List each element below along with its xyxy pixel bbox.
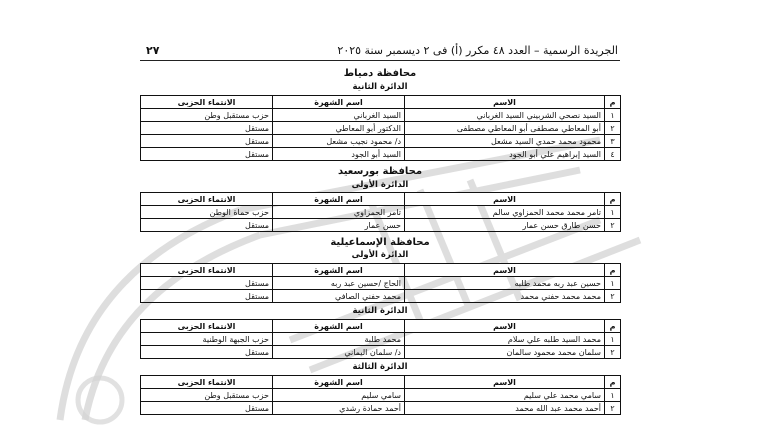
candidates-table	[140, 95, 621, 161]
table-header-row	[141, 96, 621, 109]
table-row	[141, 206, 621, 219]
candidate-name: حسين عبد ربه محمد طلبه	[405, 277, 605, 290]
candidate-party: مستقل	[141, 290, 273, 303]
col-header-fame: اسم الشهرة	[273, 376, 405, 389]
candidate-name: محمد محمد حفني محمد	[405, 290, 605, 303]
candidate-party: مستقل	[141, 135, 273, 148]
table-header-row	[141, 376, 621, 389]
governorate-title: محافظة بورسعيد	[337, 166, 423, 177]
col-header-num: م	[605, 96, 621, 109]
candidate-name: أبو المعاطي مصطفى أبو المعاطي مصطفى	[405, 122, 605, 135]
candidate-party: حزب الجبهة الوطنية	[141, 333, 273, 346]
circuit-title: الدائرة الثالثة	[352, 362, 408, 372]
col-header-party: الانتماء الحزبى	[141, 376, 273, 389]
candidate-fame-name: السيد الغرباني	[273, 109, 405, 122]
col-header-fame: اسم الشهرة	[273, 320, 405, 333]
candidate-fame-name: سامي سليم	[273, 389, 405, 402]
page-number: ٢٧	[146, 44, 160, 57]
table-row	[141, 109, 621, 122]
row-number: ١	[605, 109, 621, 122]
candidate-name: سامي محمد علي سليم	[405, 389, 605, 402]
col-header-name: الاسم	[405, 376, 605, 389]
candidate-party: حزب حماة الوطن	[141, 206, 273, 219]
candidate-party: مستقل	[141, 122, 273, 135]
page-header	[140, 42, 620, 61]
col-header-party: الانتماء الحزبى	[141, 320, 273, 333]
table-row	[141, 135, 621, 148]
col-header-num: م	[605, 376, 621, 389]
row-number: ٢	[605, 219, 621, 232]
candidate-fame-name: محمد طلبة	[273, 333, 405, 346]
row-number: ٣	[605, 135, 621, 148]
candidate-fame-name: الحاج /حسين عبد ربه	[273, 277, 405, 290]
governorate-title: محافظة الإسماعيلية	[330, 237, 430, 248]
table-header-row	[141, 320, 621, 333]
circuit-title: الدائرة الأولى	[351, 180, 409, 190]
table-row	[141, 389, 621, 402]
candidates-table	[140, 375, 621, 415]
circuit-title: الدائرة الثانية	[352, 82, 408, 92]
col-header-num: م	[605, 320, 621, 333]
circuit-title: الدائرة الثانية	[352, 306, 408, 316]
candidates-table	[140, 319, 621, 359]
candidate-name: السيد نصحي الشربيني السيد الغرباني	[405, 109, 605, 122]
candidate-party: مستقل	[141, 219, 273, 232]
candidate-fame-name: د/ سلمان اليماني	[273, 346, 405, 359]
table-header-row	[141, 264, 621, 277]
candidates-table	[140, 263, 621, 303]
col-header-party: الانتماء الحزبى	[141, 193, 273, 206]
header-title: الجريدة الرسمية – العدد ٤٨ مكرر (أ) فى ٢ ديسمبر سنة ٢٠٢٥	[337, 44, 618, 57]
candidate-name: حسن طارق حسن عمار	[405, 219, 605, 232]
table-row	[141, 122, 621, 135]
candidate-fame-name: أحمد حمادة رشدي	[273, 402, 405, 415]
gazette-page	[140, 0, 620, 439]
row-number: ٢	[605, 346, 621, 359]
candidate-party: حزب مستقبل وطن	[141, 109, 273, 122]
candidate-name: تامر محمد محمد الحمزاوي سالم	[405, 206, 605, 219]
candidate-fame-name: حسن عمار	[273, 219, 405, 232]
candidate-name: السيد إبراهيم علي أبو الجود	[405, 148, 605, 161]
col-header-name: الاسم	[405, 320, 605, 333]
candidates-table	[140, 192, 621, 232]
table-row	[141, 219, 621, 232]
candidate-fame-name: السيد أبو الجود	[273, 148, 405, 161]
circuit-title: الدائرة الأولى	[351, 250, 409, 260]
candidate-party: مستقل	[141, 148, 273, 161]
table-row	[141, 402, 621, 415]
row-number: ٤	[605, 148, 621, 161]
row-number: ٢	[605, 290, 621, 303]
candidate-name: محمود محمد حمدي السيد مشعل	[405, 135, 605, 148]
candidate-name: محمد السيد طلبه علي سلام	[405, 333, 605, 346]
table-row	[141, 346, 621, 359]
col-header-party: الانتماء الحزبى	[141, 264, 273, 277]
candidate-fame-name: تامر الحمزاوي	[273, 206, 405, 219]
candidate-fame-name: الدكتور أبو المعاطي	[273, 122, 405, 135]
row-number: ٢	[605, 402, 621, 415]
col-header-num: م	[605, 264, 621, 277]
col-header-name: الاسم	[405, 264, 605, 277]
candidate-party: مستقل	[141, 277, 273, 290]
row-number: ٢	[605, 122, 621, 135]
col-header-name: الاسم	[405, 96, 605, 109]
candidate-fame-name: د/ محمود نجيب مشعل	[273, 135, 405, 148]
col-header-name: الاسم	[405, 193, 605, 206]
table-row	[141, 148, 621, 161]
candidate-party: حزب مستقبل وطن	[141, 389, 273, 402]
table-row	[141, 277, 621, 290]
table-row	[141, 333, 621, 346]
table-row	[141, 290, 621, 303]
candidate-party: مستقل	[141, 346, 273, 359]
row-number: ١	[605, 277, 621, 290]
table-header-row	[141, 193, 621, 206]
col-header-party: الانتماء الحزبى	[141, 96, 273, 109]
candidate-fame-name: محمد حفني الصافي	[273, 290, 405, 303]
col-header-fame: اسم الشهرة	[273, 193, 405, 206]
col-header-num: م	[605, 193, 621, 206]
candidate-name: أحمد محمد عبد الله محمد	[405, 402, 605, 415]
row-number: ١	[605, 389, 621, 402]
row-number: ١	[605, 333, 621, 346]
candidate-name: سلمان محمد محمود سالمان	[405, 346, 605, 359]
row-number: ١	[605, 206, 621, 219]
col-header-fame: اسم الشهرة	[273, 264, 405, 277]
col-header-fame: اسم الشهرة	[273, 96, 405, 109]
candidate-party: مستقل	[141, 402, 273, 415]
governorate-title: محافظة دمياط	[343, 68, 417, 79]
